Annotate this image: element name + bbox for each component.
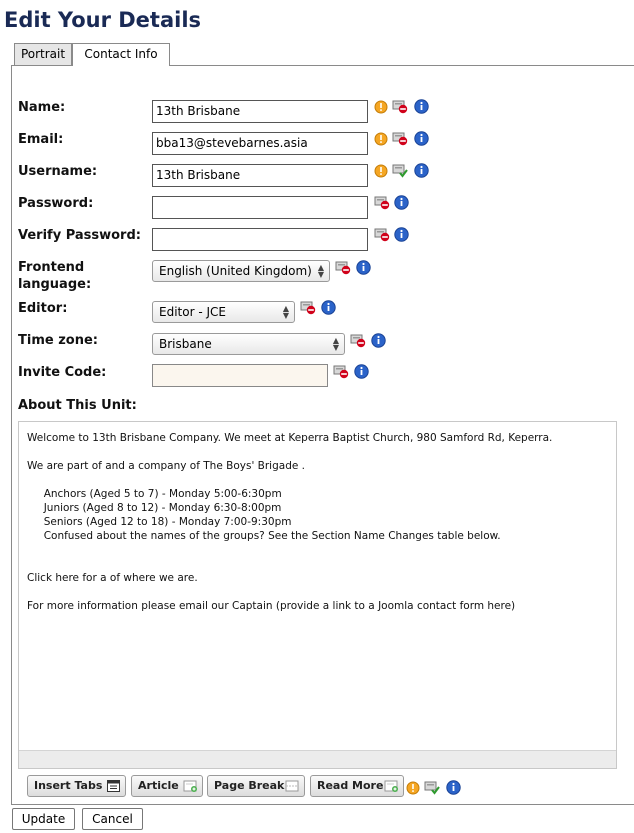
- info-icon[interactable]: [394, 227, 409, 242]
- page-break-button[interactable]: Page Break: [207, 775, 305, 797]
- email-field[interactable]: bba13@stevebarnes.asia: [152, 132, 368, 155]
- invite-code-field[interactable]: [152, 364, 328, 387]
- warning-icon: [406, 781, 420, 795]
- about-line: Juniors (Aged 8 to 12) - Monday 6:30-8:00pm: [27, 502, 282, 514]
- frontend-language-label: Frontend language:: [18, 260, 92, 292]
- password-field[interactable]: [152, 196, 368, 219]
- editor-select[interactable]: Editor - JCE ▲ ▼: [152, 301, 295, 323]
- about-line: Confused about the names of the groups? See the Section Name Changes table below.: [27, 530, 501, 542]
- editor-status-bar: [19, 750, 616, 768]
- article-icon: [183, 779, 198, 793]
- info-icon[interactable]: [321, 300, 336, 315]
- about-editor[interactable]: [18, 421, 617, 769]
- tab-portrait[interactable]: Portrait: [14, 43, 72, 65]
- username-label: Username:: [18, 164, 98, 179]
- name-label: Name:: [18, 100, 66, 115]
- frontend-language-select[interactable]: English (United Kingdom) ▲ ▼: [152, 260, 330, 282]
- about-label: About This Unit:: [18, 398, 137, 413]
- info-icon[interactable]: [446, 780, 461, 795]
- remove-override-icon[interactable]: [392, 132, 408, 146]
- page-break-icon: [285, 779, 300, 793]
- about-editor-content[interactable]: [19, 422, 616, 622]
- about-line: Click here for a of where we are.: [27, 572, 198, 584]
- warning-icon: [374, 100, 388, 114]
- info-icon[interactable]: [414, 131, 429, 146]
- about-line: Anchors (Aged 5 to 7) - Monday 5:00-6:30pm: [27, 488, 282, 500]
- about-line: Welcome to 13th Brisbane Company. We meet at Keperra Baptist Church, 980 Samford Rd, Keperra.: [27, 432, 553, 444]
- apply-override-icon[interactable]: [392, 164, 408, 178]
- insert-tabs-button[interactable]: Insert Tabs: [27, 775, 126, 797]
- invite-code-label: Invite Code:: [18, 365, 107, 380]
- about-line: [27, 445, 608, 459]
- remove-override-icon[interactable]: [392, 100, 408, 114]
- warning-icon: [374, 132, 388, 146]
- tabs-icon: [106, 779, 121, 793]
- password-label: Password:: [18, 196, 94, 211]
- remove-override-icon[interactable]: [300, 301, 316, 315]
- about-line: [27, 473, 608, 487]
- about-line: [27, 585, 608, 599]
- page-title: Edit Your Details: [4, 8, 202, 32]
- select-arrows-icon: ▲ ▼: [332, 336, 339, 352]
- update-button[interactable]: Update: [12, 808, 75, 830]
- info-icon[interactable]: [414, 163, 429, 178]
- info-icon[interactable]: [414, 99, 429, 114]
- about-line: [27, 543, 608, 557]
- read-more-icon: [384, 779, 399, 793]
- read-more-button[interactable]: Read More: [310, 775, 404, 797]
- editor-label: Editor:: [18, 301, 68, 316]
- remove-override-icon[interactable]: [335, 261, 351, 275]
- verify-password-label: Verify Password:: [18, 228, 141, 243]
- article-button[interactable]: Article: [131, 775, 203, 797]
- about-line: Seniors (Aged 12 to 18) - Monday 7:00-9:30pm: [27, 516, 292, 528]
- remove-override-icon[interactable]: [374, 228, 390, 242]
- time-zone-select[interactable]: Brisbane ▲ ▼: [152, 333, 345, 355]
- tab-contact-info[interactable]: Contact Info: [72, 43, 170, 66]
- remove-override-icon[interactable]: [350, 334, 366, 348]
- info-icon[interactable]: [394, 195, 409, 210]
- info-icon[interactable]: [356, 260, 371, 275]
- about-line: For more information please email our Captain (provide a link to a Joomla contact form here): [27, 600, 516, 612]
- warning-icon: [374, 164, 388, 178]
- select-arrows-icon: ▲ ▼: [282, 304, 289, 320]
- info-icon[interactable]: [354, 364, 369, 379]
- name-field[interactable]: 13th Brisbane: [152, 100, 368, 123]
- remove-override-icon[interactable]: [374, 196, 390, 210]
- select-arrows-icon: ▲ ▼: [317, 263, 324, 279]
- verify-password-field[interactable]: [152, 228, 368, 251]
- remove-override-icon[interactable]: [333, 365, 349, 379]
- about-line: [27, 557, 608, 571]
- about-line: We are part of and a company of The Boys' Brigade .: [27, 460, 306, 472]
- apply-override-icon[interactable]: [424, 781, 440, 795]
- email-label: Email:: [18, 132, 64, 147]
- username-field[interactable]: 13th Brisbane: [152, 164, 368, 187]
- cancel-button[interactable]: Cancel: [82, 808, 143, 830]
- info-icon[interactable]: [371, 333, 386, 348]
- time-zone-label: Time zone:: [18, 333, 98, 348]
